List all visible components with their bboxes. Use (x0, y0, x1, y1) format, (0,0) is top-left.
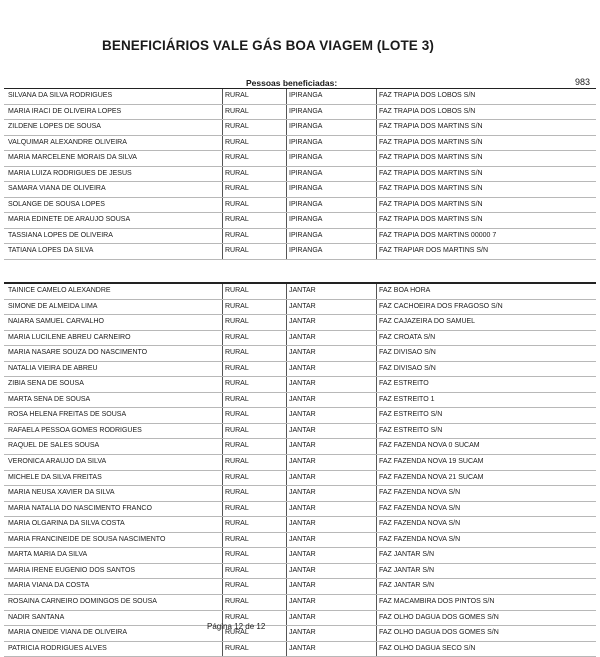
beneficiary-name-cell: ZILDENE LOPES DE SOUSA (8, 123, 101, 131)
table-row (4, 471, 596, 487)
locality-cell: JANTAR (286, 564, 375, 579)
address-cell: FAZ JANTAR S/N (376, 548, 595, 563)
address-cell: FAZ TRAPIA DOS MARTINS S/N (376, 151, 595, 166)
beneficiary-name-cell: MICHELE DA SILVA FREITAS (8, 473, 102, 481)
table-row (4, 393, 596, 409)
address-cell: FAZ TRAPIA DOS MARTINS S/N (376, 167, 595, 182)
address-cell: FAZ TRAPIA DOS MARTINS S/N (376, 213, 595, 228)
address-cell: FAZ OLHO DAGUA DOS GOMES S/N (376, 626, 595, 641)
address-cell: FAZ ESTREITO S/N (376, 408, 595, 423)
beneficiary-name-cell: MARIA LUIZA RODRIGUES DE JESUS (8, 169, 132, 177)
zone-cell: RURAL (222, 595, 285, 610)
zone-cell: RURAL (222, 579, 285, 594)
address-cell: FAZ TRAPIA DOS MARTINS S/N (376, 198, 595, 213)
address-cell: FAZ TRAPIAR DOS MARTINS S/N (376, 244, 595, 259)
locality-cell: JANTAR (286, 315, 375, 330)
zone-cell: RURAL (222, 244, 285, 259)
zone-cell: RURAL (222, 439, 285, 454)
address-cell: FAZ FAZENDA NOVA S/N (376, 486, 595, 501)
table-row (4, 151, 596, 167)
table-row (4, 198, 596, 214)
address-cell: FAZ MACAMBIRA DOS PINTOS S/N (376, 595, 595, 610)
zone-cell: RURAL (222, 229, 285, 244)
locality-cell: JANTAR (286, 377, 375, 392)
zone-cell: RURAL (222, 331, 285, 346)
zone-cell: RURAL (222, 182, 285, 197)
address-cell: FAZ ESTREITO S/N (376, 424, 595, 439)
beneficiary-name-cell: ROSAINA CARNEIRO DOMINGOS DE SOUSA (8, 597, 157, 605)
zone-cell: RURAL (222, 471, 285, 486)
zone-cell: RURAL (222, 533, 285, 548)
table-row (4, 346, 596, 362)
locality-cell: IPIRANGA (286, 213, 375, 228)
zone-cell: RURAL (222, 362, 285, 377)
address-cell: FAZ ESTREITO 1 (376, 393, 595, 408)
zone-cell: RURAL (222, 315, 285, 330)
locality-cell: JANTAR (286, 455, 375, 470)
address-cell: FAZ CAJAZEIRA DO SAMUEL (376, 315, 595, 330)
address-cell: FAZ FAZENDA NOVA 21 SUCAM (376, 471, 595, 486)
locality-cell: IPIRANGA (286, 244, 375, 259)
address-cell: FAZ OLHO DAGUA SECO S/N (376, 642, 595, 657)
table-row (4, 548, 596, 564)
address-cell: FAZ ESTREITO (376, 377, 595, 392)
locality-cell: IPIRANGA (286, 182, 375, 197)
address-cell: FAZ CACHOEIRA DOS FRAGOSO S/N (376, 300, 595, 315)
locality-cell: IPIRANGA (286, 229, 375, 244)
beneficiary-name-cell: MARTA SENA DE SOUSA (8, 395, 91, 403)
table-row (4, 579, 596, 595)
beneficiary-name-cell: MARIA IRACI DE OLIVEIRA LOPES (8, 107, 122, 115)
table-row (4, 89, 596, 105)
zone-cell: RURAL (222, 213, 285, 228)
locality-cell: JANTAR (286, 626, 375, 641)
zone-cell: RURAL (222, 502, 285, 517)
address-cell: FAZ FAZENDA NOVA 0 SUCAM (376, 439, 595, 454)
beneficiary-name-cell: RAFAELA PESSOA GOMES RODRIGUES (8, 426, 142, 434)
zone-cell: RURAL (222, 300, 285, 315)
zone-cell: RURAL (222, 564, 285, 579)
table-row (4, 283, 596, 300)
beneficiary-name-cell: MARIA FRANCINEIDE DE SOUSA NASCIMENTO (8, 535, 166, 543)
beneficiary-name-cell: TAINICE CAMELO ALEXANDRE (8, 287, 111, 295)
address-cell: FAZ OLHO DAGUA DOS GOMES S/N (376, 611, 595, 626)
locality-cell: JANTAR (286, 533, 375, 548)
address-cell: FAZ CROATA S/N (376, 331, 595, 346)
table-row (4, 642, 596, 657)
zone-cell: RURAL (222, 611, 285, 626)
zone-cell: RURAL (222, 346, 285, 361)
locality-cell: IPIRANGA (286, 198, 375, 213)
table-row (4, 439, 596, 455)
beneficiary-name-cell: MARIA OLGARINA DA SILVA COSTA (8, 520, 125, 528)
zone-cell: RURAL (222, 89, 285, 104)
locality-cell: IPIRANGA (286, 105, 375, 120)
locality-cell: JANTAR (286, 502, 375, 517)
beneficiary-name-cell: TASSIANA LOPES DE OLIVEIRA (8, 231, 113, 239)
table-row (4, 105, 596, 121)
beneficiary-name-cell: ZIBIA SENA DE SOUSA (8, 380, 84, 388)
table-row (4, 502, 596, 518)
table-row (4, 424, 596, 440)
table-row (4, 229, 596, 245)
table-row (4, 611, 596, 627)
locality-cell: JANTAR (286, 393, 375, 408)
beneficiaries-count-label: Pessoas beneficiadas: (246, 78, 338, 88)
locality-cell: JANTAR (286, 362, 375, 377)
locality-cell: JANTAR (286, 595, 375, 610)
zone-cell: RURAL (222, 198, 285, 213)
zone-cell: RURAL (222, 486, 285, 501)
table-row (4, 182, 596, 198)
locality-cell: JANTAR (286, 346, 375, 361)
beneficiary-name-cell: SAMARA VIANA DE OLIVEIRA (8, 185, 106, 193)
beneficiary-name-cell: MARIA NATALIA DO NASCIMENTO FRANCO (8, 504, 152, 512)
page-footer: Página 12 de 12 (207, 622, 266, 631)
locality-cell: JANTAR (286, 579, 375, 594)
address-cell: FAZ TRAPIA DOS MARTINS S/N (376, 120, 595, 135)
beneficiary-name-cell: MARIA VIANA DA COSTA (8, 582, 90, 590)
locality-cell: JANTAR (286, 471, 375, 486)
table-row (4, 120, 596, 136)
address-cell: FAZ DIVISAO S/N (376, 362, 595, 377)
table-row (4, 331, 596, 347)
beneficiaries-table (4, 88, 596, 657)
table-row (4, 167, 596, 183)
zone-cell: RURAL (222, 151, 285, 166)
beneficiaries-count-value: 983 (574, 77, 590, 87)
address-cell: FAZ TRAPIA DOS MARTINS S/N (376, 182, 595, 197)
address-cell: FAZ FAZENDA NOVA S/N (376, 502, 595, 517)
locality-cell: IPIRANGA (286, 136, 375, 151)
locality-cell: JANTAR (286, 331, 375, 346)
locality-cell: JANTAR (286, 611, 375, 626)
beneficiary-name-cell: MARIA EDINETE DE ARAUJO SOUSA (8, 216, 131, 224)
table-row (4, 595, 596, 611)
table-row (4, 517, 596, 533)
beneficiary-name-cell: VALQUIMAR ALEXANDRE OLIVEIRA (8, 138, 127, 146)
table-row (4, 533, 596, 549)
table-row (4, 377, 596, 393)
locality-cell: JANTAR (286, 517, 375, 532)
beneficiary-name-cell: MARIA MARCELENE MORAIS DA SILVA (8, 154, 137, 162)
address-cell: FAZ FAZENDA NOVA S/N (376, 533, 595, 548)
beneficiary-name-cell: ROSA HELENA FREITAS DE SOUSA (8, 411, 127, 419)
zone-cell: RURAL (222, 626, 285, 641)
beneficiary-name-cell: MARIA IRENE EUGENIO DOS SANTOS (8, 566, 136, 574)
table-row (4, 136, 596, 152)
table-row (4, 486, 596, 502)
address-cell: FAZ BOA HORA (376, 284, 595, 299)
beneficiary-name-cell: MARTA MARIA DA SILVA (8, 551, 88, 559)
address-cell: FAZ TRAPIA DOS MARTINS 00000 7 (376, 229, 595, 244)
locality-cell: IPIRANGA (286, 151, 375, 166)
table-row (4, 244, 596, 260)
zone-cell: RURAL (222, 548, 285, 563)
address-cell: FAZ FAZENDA NOVA 19 SUCAM (376, 455, 595, 470)
zone-cell: RURAL (222, 167, 285, 182)
locality-cell: JANTAR (286, 642, 375, 657)
locality-cell: JANTAR (286, 408, 375, 423)
page-title: BENEFICIÁRIOS VALE GÁS BOA VIAGEM (LOTE 3) (102, 38, 434, 53)
beneficiary-name-cell: PATRICIA RODRIGUES ALVES (8, 644, 107, 652)
address-cell: FAZ JANTAR S/N (376, 564, 595, 579)
address-cell: FAZ TRAPIA DOS LOBOS S/N (376, 89, 595, 104)
beneficiary-name-cell: SILVANA DA SILVA RODRIGUES (8, 92, 113, 99)
locality-cell: IPIRANGA (286, 167, 375, 182)
zone-cell: RURAL (222, 377, 285, 392)
address-cell: FAZ TRAPIA DOS LOBOS S/N (376, 105, 595, 120)
zone-cell: RURAL (222, 517, 285, 532)
beneficiary-name-cell: MARIA LUCILENE ABREU CARNEIRO (8, 333, 131, 341)
zone-cell: RURAL (222, 105, 285, 120)
table-spacer-row (4, 260, 596, 283)
locality-cell: IPIRANGA (286, 120, 375, 135)
table-row (4, 362, 596, 378)
address-cell: FAZ DIVISAO S/N (376, 346, 595, 361)
zone-cell: RURAL (222, 136, 285, 151)
locality-cell: JANTAR (286, 300, 375, 315)
zone-cell: RURAL (222, 424, 285, 439)
beneficiary-name-cell: SIMONE DE ALMEIDA LIMA (8, 302, 98, 310)
address-cell: FAZ JANTAR S/N (376, 579, 595, 594)
address-cell: FAZ TRAPIA DOS MARTINS S/N (376, 136, 595, 151)
table-row (4, 408, 596, 424)
table-row (4, 213, 596, 229)
table-row (4, 315, 596, 331)
beneficiary-name-cell: MARIA NASARE SOUZA DO NASCIMENTO (8, 349, 148, 357)
zone-cell: RURAL (222, 120, 285, 135)
locality-cell: JANTAR (286, 439, 375, 454)
beneficiary-name-cell: TATIANA LOPES DA SILVA (8, 247, 94, 255)
beneficiary-name-cell: VERONICA ARAUJO DA SILVA (8, 458, 107, 466)
zone-cell: RURAL (222, 642, 285, 657)
beneficiary-name-cell: MARIA ONEIDE VIANA DE OLIVEIRA (8, 629, 128, 637)
locality-cell: JANTAR (286, 424, 375, 439)
locality-cell: IPIRANGA (286, 89, 375, 104)
table-row (4, 626, 596, 642)
locality-cell: JANTAR (286, 284, 375, 299)
table-row (4, 300, 596, 316)
zone-cell: RURAL (222, 284, 285, 299)
address-cell: FAZ FAZENDA NOVA S/N (376, 517, 595, 532)
beneficiary-name-cell: NATALIA VIEIRA DE ABREU (8, 364, 98, 372)
zone-cell: RURAL (222, 408, 285, 423)
beneficiary-name-cell: RAQUEL DE SALES SOUSA (8, 442, 100, 450)
zone-cell: RURAL (222, 393, 285, 408)
beneficiary-name-cell: SOLANGE DE SOUSA LOPES (8, 200, 105, 208)
locality-cell: JANTAR (286, 486, 375, 501)
table-row (4, 564, 596, 580)
beneficiary-name-cell: NADIR SANTANA (8, 613, 65, 621)
beneficiary-name-cell: NAIARA SAMUEL CARVALHO (8, 318, 104, 326)
table-row (4, 455, 596, 471)
zone-cell: RURAL (222, 455, 285, 470)
beneficiary-name-cell: MARIA NEUSA XAVIER DA SILVA (8, 489, 115, 497)
locality-cell: JANTAR (286, 548, 375, 563)
